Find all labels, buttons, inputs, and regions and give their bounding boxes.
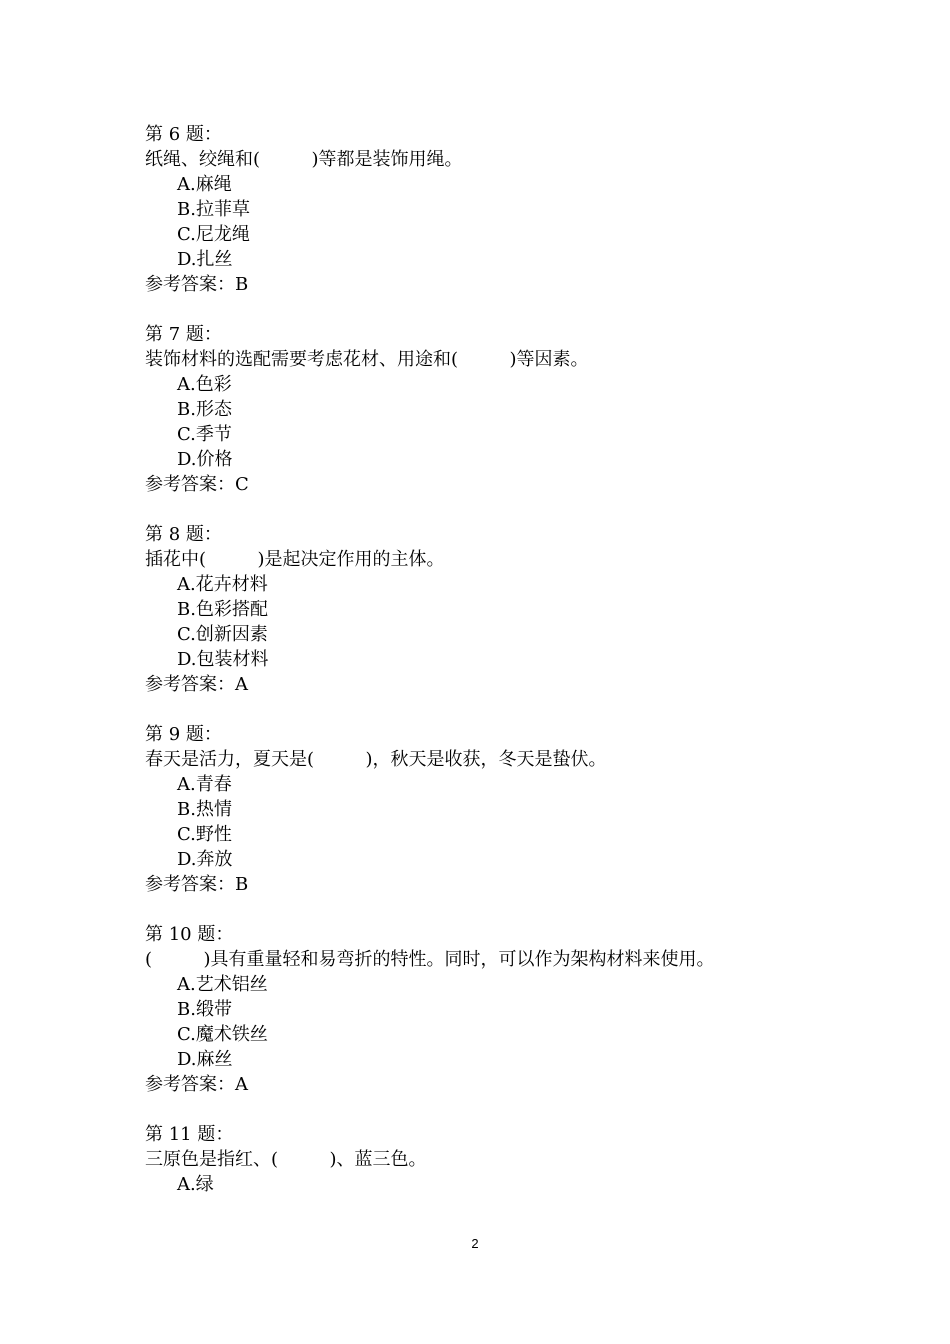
option-c: C.尼龙绳 bbox=[177, 224, 250, 245]
option-d: D.奔放 bbox=[177, 849, 233, 870]
option-b: B.缎带 bbox=[177, 999, 232, 1020]
option-a: A.艺术铝丝 bbox=[177, 974, 268, 995]
question-title: 第 11 题： bbox=[145, 1124, 234, 1145]
answer-line: 参考答案：C bbox=[145, 474, 249, 495]
answer-line: 参考答案：A bbox=[145, 674, 248, 695]
option-a: A.青春 bbox=[177, 774, 232, 795]
question-9 bbox=[145, 722, 845, 897]
question-10 bbox=[145, 922, 845, 1097]
question-title: 第 9 题： bbox=[145, 724, 222, 745]
option-a: A.花卉材料 bbox=[177, 574, 268, 595]
option-c: C.季节 bbox=[177, 424, 232, 445]
question-11 bbox=[145, 1122, 845, 1197]
option-c: C.野性 bbox=[177, 824, 232, 845]
option-d: D.价格 bbox=[177, 449, 233, 470]
option-a: A.绿 bbox=[177, 1174, 214, 1195]
answer-line: 参考答案：B bbox=[145, 274, 249, 295]
question-title: 第 8 题： bbox=[145, 524, 222, 545]
option-b: B.色彩搭配 bbox=[177, 599, 268, 620]
question-stem: 纸绳、绞绳和( )等都是装饰用绳。 bbox=[145, 149, 463, 170]
option-b: B.拉菲草 bbox=[177, 199, 250, 220]
question-6 bbox=[145, 122, 845, 297]
question-title: 第 6 题： bbox=[145, 124, 222, 145]
question-stem: 春天是活力，夏天是( )，秋天是收获，冬天是蛰伏。 bbox=[145, 749, 607, 770]
answer-line: 参考答案：A bbox=[145, 1074, 248, 1095]
question-stem: 三原色是指红、( )、蓝三色。 bbox=[145, 1149, 427, 1170]
option-a: A.色彩 bbox=[177, 374, 232, 395]
option-b: B.形态 bbox=[177, 399, 232, 420]
option-d: D.包装材料 bbox=[177, 649, 269, 670]
question-stem: 装饰材料的选配需要考虑花材、用途和( )等因素。 bbox=[145, 349, 589, 370]
question-stem: ( )具有重量轻和易弯折的特性。同时，可以作为架构材料来使用。 bbox=[145, 949, 715, 970]
option-d: D.扎丝 bbox=[177, 249, 233, 270]
question-title: 第 10 题： bbox=[145, 924, 234, 945]
answer-line: 参考答案：B bbox=[145, 874, 249, 895]
question-stem: 插花中( )是起决定作用的主体。 bbox=[145, 549, 445, 570]
page-number: 2 bbox=[471, 1236, 479, 1251]
option-c: C.创新因素 bbox=[177, 624, 268, 645]
question-7 bbox=[145, 322, 845, 497]
option-d: D.麻丝 bbox=[177, 1049, 233, 1070]
option-a: A.麻绳 bbox=[177, 174, 232, 195]
question-8 bbox=[145, 522, 845, 697]
question-list bbox=[145, 122, 845, 1222]
question-title: 第 7 题： bbox=[145, 324, 222, 345]
option-c: C.魔术铁丝 bbox=[177, 1024, 268, 1045]
option-b: B.热情 bbox=[177, 799, 232, 820]
